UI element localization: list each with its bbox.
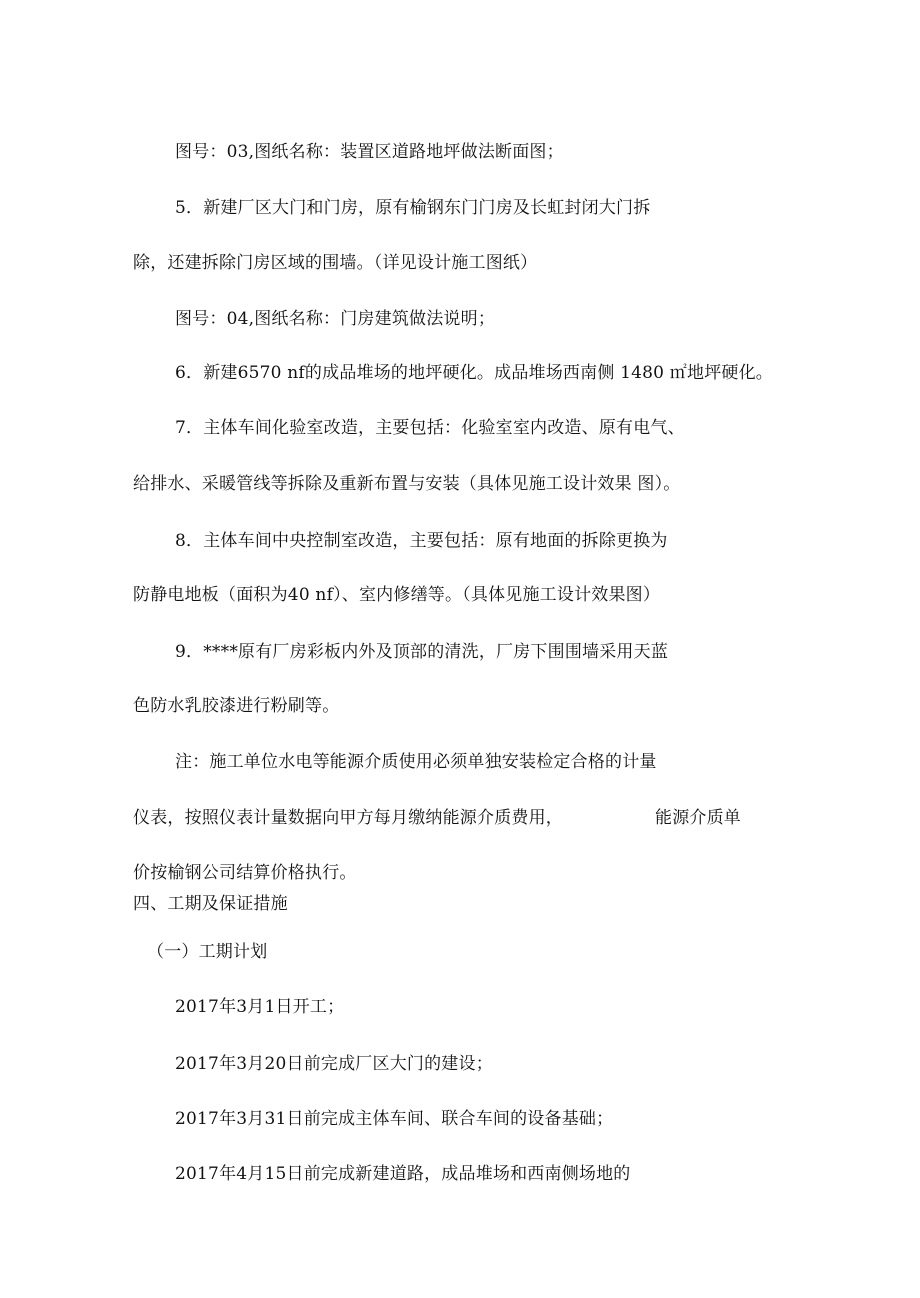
schedule-line-4: 2017年4月15日前完成新建道路，成品堆场和西南侧场地的 bbox=[175, 1164, 631, 1184]
subsection-heading-1: （一）工期计划 bbox=[147, 942, 268, 962]
note-line-2: 仪表，按照仪表计量数据向甲方每月缴纳能源介质费用， bbox=[133, 808, 563, 828]
schedule-line-3: 2017年3月31日前完成主体车间、联合车间的设备基础； bbox=[175, 1109, 614, 1129]
schedule-line-2: 2017年3月20日前完成厂区大门的建设； bbox=[175, 1054, 493, 1074]
item-9-line-2: 色防水乳胶漆进行粉刷等。 bbox=[133, 696, 340, 716]
drawing-line-04: 图号：04,图纸名称：门房建筑做法说明； bbox=[175, 309, 496, 329]
item-5-line-1: 5．新建厂区大门和门房，原有榆钢东门门房及长虹封闭大门拆 bbox=[175, 198, 651, 218]
item-5-line-2: 除，还建拆除门房区域的围墙。（详见设计施工图纸） bbox=[133, 253, 538, 273]
note-line-3: 价按榆钢公司结算价格执行。 bbox=[133, 863, 357, 883]
item-8-line-1: 8．主体车间中央控制室改造，主要包括：原有地面的拆除更换为 bbox=[175, 531, 668, 551]
item-8-line-2: 防静电地板（面积为40 nf）、室内修缮等。（具体见施工设计效果图） bbox=[133, 585, 661, 605]
drawing-line-03: 图号：03,图纸名称：装置区道路地坪做法断面图； bbox=[175, 142, 564, 162]
note-line-2-tail: 能源介质单 bbox=[655, 808, 741, 828]
section-heading-4: 四、工期及保证措施 bbox=[133, 894, 288, 914]
schedule-line-1: 2017年3月1日开工； bbox=[175, 997, 345, 1017]
item-7-line-2: 给排水、采暖管线等拆除及重新布置与安装（具体见施工设计效果 图）。 bbox=[133, 474, 681, 494]
note-line-1: 注：施工单位水电等能源介质使用必须单独安装检定合格的计量 bbox=[175, 752, 657, 772]
item-6-line: 6．新建6570 nf的成品堆场的地坪硬化。成品堆场西南侧 1480 ㎡地坪硬化。 bbox=[175, 363, 773, 383]
item-7-line-1: 7．主体车间化验室改造，主要包括：化验室室内改造、原有电气、 bbox=[175, 418, 685, 438]
item-9-line-1: 9．****原有厂房彩板内外及顶部的清洗，厂房下围围墙采用天蓝 bbox=[175, 642, 669, 662]
